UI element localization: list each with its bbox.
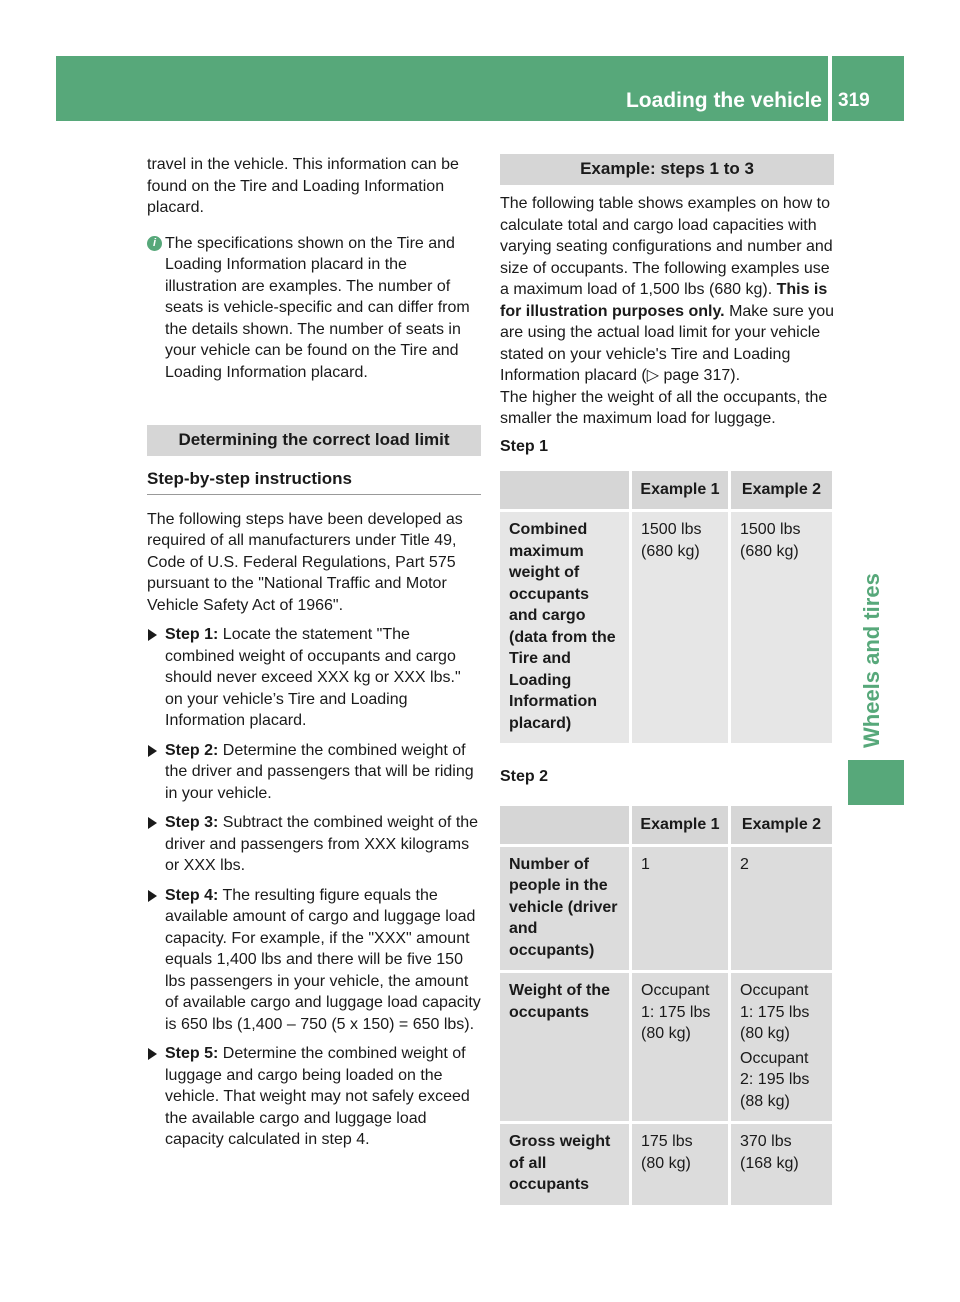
- arrow-right-icon: [148, 890, 157, 902]
- table-header-cell: Example 2: [731, 471, 832, 512]
- table-row: [500, 512, 832, 746]
- table-header-row: [500, 806, 832, 847]
- arrow-right-icon: [148, 1048, 157, 1060]
- table-row: [500, 973, 832, 1124]
- section-heading: Determining the correct load limit: [147, 425, 481, 456]
- example-intro-2: The higher the weight of all the occupants, the smaller the maximum load for luggage.: [500, 388, 828, 427]
- step-text: Determine the combined weight of luggage and cargo being loaded on the vehicle. That weight may not safely exceed the available cargo and luggage load capacity calculated in step 4.: [165, 1045, 470, 1148]
- section-heading: Example: steps 1 to 3: [500, 154, 834, 185]
- arrow-right-icon: [148, 629, 157, 641]
- table-row: [500, 847, 832, 974]
- step1-title: Step 1: [500, 437, 549, 455]
- side-tab-marker: [848, 760, 904, 805]
- table-header-row: [500, 471, 832, 512]
- steps-intro: The following steps have been developed as required of all manufacturers under Title 49, Code of U.S. Federal Regulations, Part 575 pursuant to the "National Traffic and Motor Vehicle Safety Act of 1966".: [147, 510, 463, 614]
- example-intro: [500, 193, 834, 387]
- step2-title: Step 2: [500, 768, 549, 785]
- table-row-label: Gross weight of all occupants: [500, 1124, 632, 1208]
- step-text: Subtract the combined weight of the driver and passengers from XXX kilograms or XXX lbs.: [165, 814, 479, 874]
- info-note-text: The specifications shown on the Tire and Loading Information placard in the illustration are examples. The number of seats is vehicle-specific and can differ from the details shown. The number of seats in your vehicle can be found on the Tire and Loading Information placard.: [165, 234, 470, 381]
- table-cell: 1500 lbs (680 kg): [731, 512, 832, 746]
- left-column: [147, 154, 481, 1159]
- info-icon: i: [147, 236, 162, 251]
- subsection-heading: Step-by-step instructions: [147, 468, 481, 495]
- arrow-right-icon: [148, 817, 157, 829]
- table-header-cell: Example 1: [632, 471, 731, 512]
- step-item: [147, 812, 481, 877]
- table-cell: 2: [731, 847, 832, 974]
- table-row-label: Weight of the occupants: [500, 973, 632, 1124]
- example-intro-text: The following table shows examples on how to calculate total and cargo load capacities with varying seating configurations and number and size of occupants. The following examples use a maximum load of 1,500 lbs (680 kg).: [500, 195, 833, 298]
- intro-paragraph: travel in the vehicle. This information can be found on the Tire and Loading Information placard.: [147, 156, 459, 216]
- info-note: [147, 233, 481, 384]
- table-header-cell: [500, 471, 632, 512]
- table-cell: 370 lbs (168 kg): [731, 1124, 832, 1208]
- table-cell: [731, 973, 832, 1124]
- example-intro-emphasis: This is for illustration purposes only.: [500, 281, 828, 320]
- page-number: 319: [838, 90, 870, 111]
- step-item: [147, 885, 481, 1036]
- table-row-label: Number of people in the vehicle (driver and occupants): [500, 847, 632, 974]
- page-title: Loading the vehicle: [625, 89, 822, 112]
- step-item: [147, 740, 481, 805]
- right-column: [500, 154, 834, 1208]
- page-reference-link[interactable]: (▷ page 317).: [641, 367, 741, 384]
- step-text: Determine the combined weight of the driver and passengers that will be riding in your vehicle.: [165, 741, 474, 802]
- step-label: Step 3:: [165, 814, 219, 831]
- table-cell: 1: [632, 847, 731, 974]
- step-label: Step 5:: [165, 1045, 219, 1062]
- table-row: [500, 1124, 832, 1208]
- step-label: Step 4:: [165, 886, 219, 904]
- table-header-cell: [500, 806, 632, 847]
- step-label: Step 1:: [165, 626, 219, 643]
- step-text: Locate the statement "The combined weight of occupants and cargo should never exceed XXX kg or XXX lbs." on your vehicle’s Tire and Loading Information placard.: [165, 626, 461, 729]
- step-label: Step 2:: [165, 741, 219, 759]
- side-tab-label: Wheels and tires: [859, 573, 884, 748]
- table-row-label: Combined maximum weight of occupants and cargo (data from the Tire and Loading Information placard): [500, 512, 632, 746]
- table-cell: 175 lbs (80 kg): [632, 1124, 731, 1208]
- table-cell: Occupant 1: 175 lbs (80 kg): [632, 973, 731, 1124]
- step2-table: [500, 806, 832, 1208]
- arrow-right-icon: [148, 745, 157, 757]
- table-cell-line: Occupant 1: 175 lbs (80 kg): [740, 982, 810, 1042]
- table-header-cell: Example 2: [731, 806, 832, 847]
- step1-table: [500, 471, 832, 746]
- step-item: [147, 1043, 481, 1151]
- step-text: The resulting figure equals the available amount of cargo and luggage load capacity. For example, if the "XXX" amount equals 1,400 lbs and there will be five 150 lbs passengers in your vehicle, the amount of available cargo and luggage load capacity is 650 lbs (1,400 – 750 (5 x 150) = 650 lbs).: [165, 886, 481, 1033]
- step-item: [147, 624, 481, 732]
- example-intro-text-2: Make sure you are using the actual load limit for your vehicle stated on your vehicle's Tire and Loading Information placard: [500, 302, 834, 384]
- table-cell-line: Occupant 2: 195 lbs (88 kg): [740, 1049, 810, 1110]
- header-divider: [828, 56, 832, 121]
- table-header-cell: Example 1: [632, 806, 731, 847]
- table-cell: 1500 lbs (680 kg): [632, 512, 731, 746]
